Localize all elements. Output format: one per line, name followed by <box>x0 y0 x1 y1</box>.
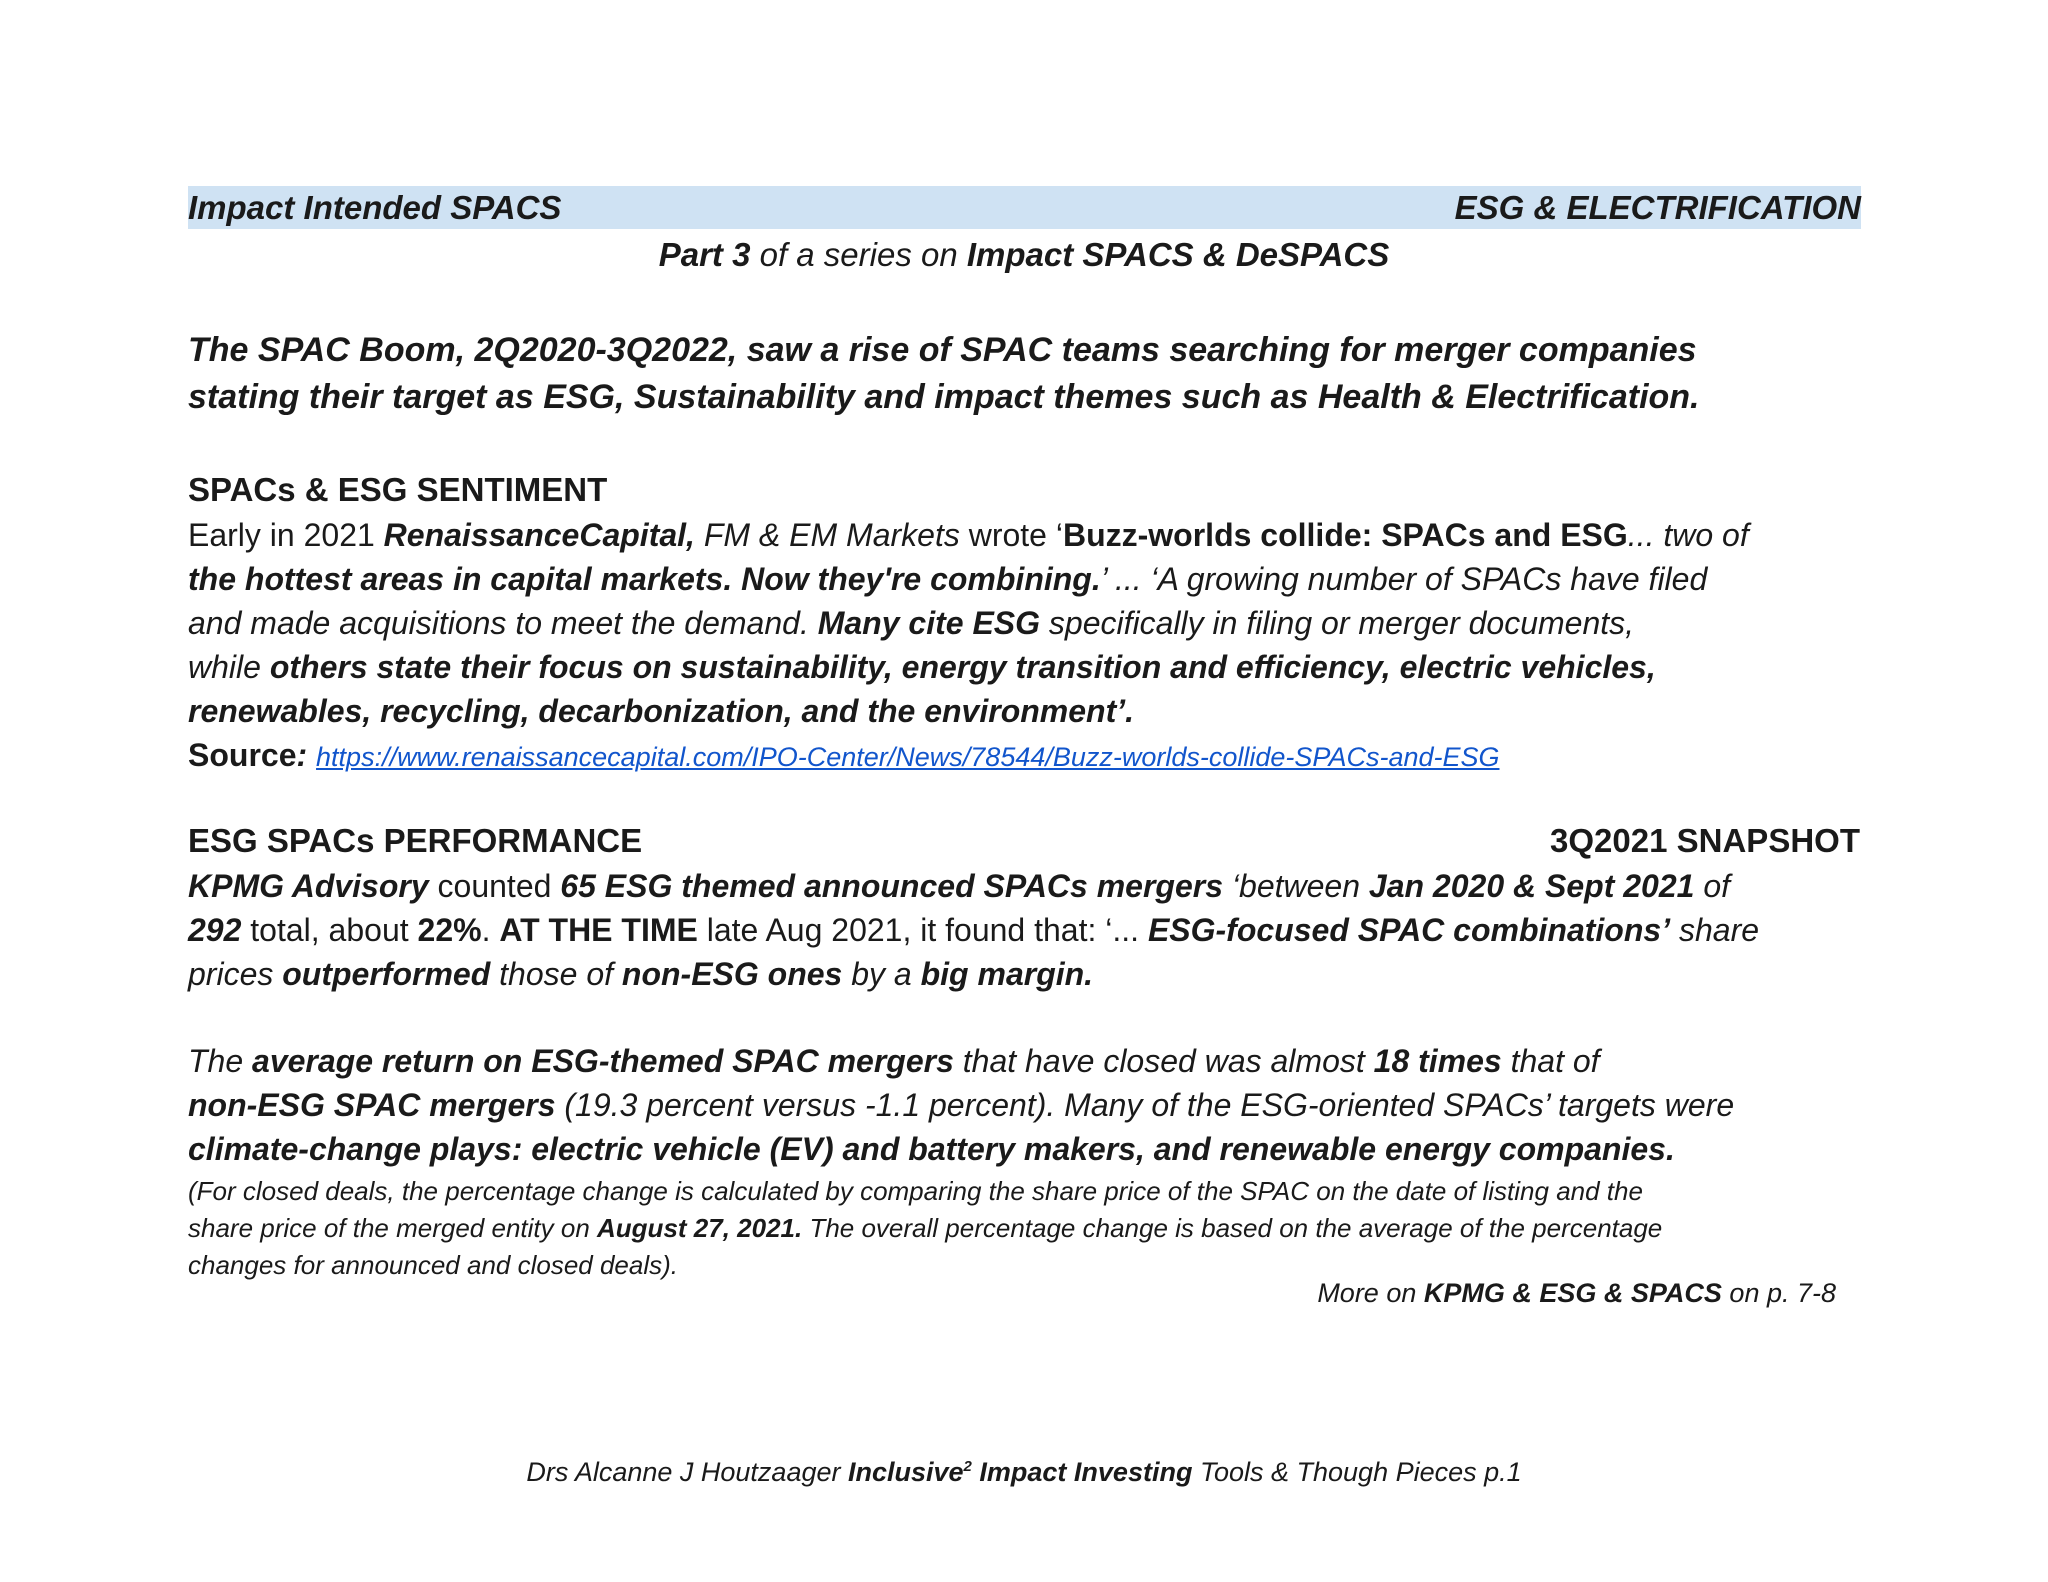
text: More on <box>1317 1278 1424 1308</box>
text: on p. 7-8 <box>1721 1278 1836 1308</box>
text: share price of the merged entity on <box>188 1213 598 1243</box>
text: non-ESG ones <box>621 956 843 992</box>
text: The <box>188 1043 253 1079</box>
footer-page-info: Tools & Though Pieces p.1 <box>1192 1457 1522 1487</box>
text: 22% <box>417 912 482 948</box>
performance-line-3 <box>188 956 1093 993</box>
more-reference <box>1317 1278 1836 1309</box>
text: non-ESG SPAC mergers <box>188 1087 556 1123</box>
intro-line-1: The SPAC Boom, 2Q2020-3Q2022, saw a rise of SPAC teams searching for merger companies <box>188 331 1697 369</box>
returns-line-2 <box>188 1087 1734 1124</box>
page-footer <box>0 1457 2048 1488</box>
text: 18 times <box>1373 1043 1502 1079</box>
header-title-left: Impact Intended SPACS <box>188 189 562 226</box>
text: by a <box>842 956 921 992</box>
text: . <box>481 912 500 948</box>
text: ‘between <box>1223 868 1369 904</box>
text-markets: FM & EM Markets <box>694 517 960 553</box>
text: ... two of <box>1627 517 1749 553</box>
text: Early in 2021 <box>188 517 384 553</box>
text: counted <box>428 868 561 904</box>
sentiment-line-4 <box>188 649 1656 686</box>
footer-brand-2: Impact Investing <box>971 1457 1193 1487</box>
text: of <box>1694 868 1730 904</box>
text: specifically in filing or merger documents, <box>1040 605 1635 641</box>
sentiment-line-3 <box>188 605 1634 642</box>
source-link[interactable]: https://www.renaissancecapital.com/IPO-Center/News/78544/Buzz-worlds-collide-SPACs-and-ESG <box>316 742 1500 772</box>
text: (19.3 percent versus -1.1 percent). Many of the ESG-oriented SPACs’ targets were <box>555 1087 1735 1123</box>
text: wrote ‘ <box>959 517 1063 553</box>
header-title-right: ESG & ELECTRIFICATION <box>1454 189 1861 226</box>
text: those of <box>490 956 622 992</box>
text: Many cite ESG <box>817 605 1041 641</box>
performance-line-2 <box>188 912 1759 949</box>
text: that of <box>1501 1043 1600 1079</box>
text: ’ ... ‘A growing number of SPACs have filed <box>1100 561 1708 597</box>
text: AT THE TIME <box>499 912 698 948</box>
text: share <box>1670 912 1760 948</box>
footer-superscript: 2 <box>963 1458 972 1475</box>
subtitle-topic: Impact SPACS & DeSPACS <box>966 236 1390 273</box>
text: while <box>188 649 270 685</box>
sentiment-line-5 <box>188 693 1134 730</box>
series-subtitle <box>0 236 2048 274</box>
source-colon: : <box>296 737 308 773</box>
intro-line-2: stating their target as ESG, Sustainability and impact themes such as Health & Electrification. <box>188 378 1700 416</box>
text-renaissance: RenaissanceCapital, <box>383 517 695 553</box>
text: renewables, recycling, decarbonization, and the environment’. <box>188 693 1135 729</box>
text-kpmg: KPMG Advisory <box>188 868 429 904</box>
text-date: August 27, 2021. <box>597 1213 803 1243</box>
note-line-3: changes for announced and closed deals). <box>188 1250 679 1280</box>
text: others state their focus on sustainability, energy transition and efficiency, electric vehicles, <box>269 649 1656 685</box>
footer-brand: Inclusive <box>847 1457 964 1487</box>
source-line <box>188 737 1500 774</box>
text: the hottest areas in capital markets. Now they're combining. <box>188 561 1101 597</box>
text: 65 ESG themed announced SPACs mergers <box>560 868 1224 904</box>
performance-heading: ESG SPACs PERFORMANCE <box>188 822 643 859</box>
header-banner <box>188 186 1861 229</box>
source-label: Source <box>188 737 297 773</box>
snapshot-label: 3Q2021 SNAPSHOT <box>1550 822 1860 859</box>
performance-line-1 <box>188 868 1730 905</box>
text: outperformed <box>282 956 491 992</box>
text: ESG-focused SPAC combinations’ <box>1147 912 1671 948</box>
sentiment-heading: SPACs & ESG SENTIMENT <box>188 471 608 508</box>
text: total, about <box>241 912 418 948</box>
text: Jan 2020 & Sept 2021 <box>1368 868 1695 904</box>
returns-line-1 <box>188 1043 1600 1080</box>
sentiment-line-2 <box>188 561 1707 598</box>
subtitle-part: Part 3 <box>658 236 751 273</box>
text: 292 <box>188 912 242 948</box>
text: big margin. <box>920 956 1094 992</box>
text: that have closed was almost <box>953 1043 1374 1079</box>
text-article-title: Buzz-worlds collide: SPACs and ESG <box>1062 517 1628 553</box>
text: climate-change plays: electric vehicle (EV) and battery makers, and renewable energy companies. <box>188 1131 1675 1167</box>
text: late Aug 2021, it found that: ‘... <box>697 912 1148 948</box>
text: prices <box>188 956 283 992</box>
note-line-1: (For closed deals, the percentage change is calculated by comparing the share price of the SPAC on the date of listing and the <box>188 1176 1643 1206</box>
subtitle-of-series: of a series on <box>759 236 958 273</box>
text: The overall percentage change is based on the average of the percentage <box>802 1213 1663 1243</box>
text: and made acquisitions to meet the demand. <box>188 605 818 641</box>
text: KPMG & ESG & SPACS <box>1423 1278 1722 1308</box>
returns-line-3 <box>188 1131 1675 1168</box>
footer-author: Drs Alcanne J Houtzaager <box>526 1457 848 1487</box>
text: average return on ESG-themed SPAC mergers <box>252 1043 954 1079</box>
note-line-2 <box>188 1213 1662 1244</box>
sentiment-line-1 <box>188 517 1749 554</box>
